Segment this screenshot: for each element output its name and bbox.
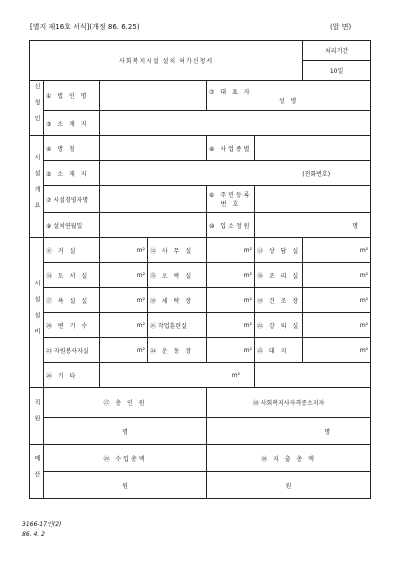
facility-location-label: ⑤ 소 재 지 — [44, 161, 100, 186]
facility-item-field[interactable] — [207, 288, 255, 313]
area-unit: m² — [243, 271, 252, 279]
area-unit: m² — [243, 246, 252, 254]
form-number: [별지 제16호 서식](개정 86. 6.25) — [30, 23, 140, 31]
area-unit: m² — [136, 296, 145, 304]
facility-item-field[interactable] — [207, 338, 255, 363]
facility-item-label: ㉒ 강 의 실 — [255, 313, 303, 338]
business-type-label: ⑧ 사업종별 — [207, 136, 255, 161]
facility-item-label: ㉕ 대 지 — [255, 338, 303, 363]
corporation-name-field[interactable] — [100, 81, 207, 111]
facility-group-label: 시설설비 — [33, 279, 40, 344]
facility-item-field[interactable] — [100, 338, 148, 363]
area-unit: m² — [243, 296, 252, 304]
representative-cell[interactable] — [207, 81, 371, 111]
total-staff-label: ㉗ 총 인 원 — [44, 388, 207, 418]
area-unit: m² — [359, 296, 369, 304]
applicant-address-field[interactable] — [100, 111, 371, 136]
facility-item-label: ㉔ 운 동 장 — [148, 338, 207, 363]
capacity-field[interactable] — [255, 213, 371, 238]
opened-date-label: ⑨ 설치연월일 — [44, 213, 100, 238]
facility-item-label: ㉓ 자원봉사자실 — [44, 338, 100, 363]
facility-location-field[interactable] — [100, 161, 371, 186]
social-worker-label: ㉘ 사회복지사자격증소지자 — [207, 388, 371, 418]
form-title: 사회복지시설 설치 허가신청서 — [30, 41, 303, 81]
capacity-unit: 명 — [352, 222, 359, 230]
rrn-label-2: 번 호 — [220, 201, 241, 208]
facility-item-label: ⑳ 변 기 수 — [44, 313, 100, 338]
applicant-address-label: ③ 소 재 지 — [44, 111, 100, 136]
facility-name-field[interactable] — [100, 136, 207, 161]
other-area-unit: m² — [231, 371, 240, 379]
area-unit: m² — [136, 321, 145, 329]
facility-item-field[interactable] — [207, 238, 255, 263]
processing-period-label: 처리기간 — [303, 41, 371, 61]
page-side-label: (앞 면) — [330, 23, 352, 31]
processing-period-value: 10일 — [303, 61, 371, 81]
facility-item-field[interactable] — [303, 263, 371, 288]
facility-item-field[interactable] — [100, 238, 148, 263]
income-total-label: ㉙ 수입총액 — [44, 445, 207, 472]
facility-item-field[interactable] — [100, 288, 148, 313]
facility-item-field[interactable] — [100, 263, 148, 288]
other-area-field[interactable] — [100, 363, 255, 388]
facility-item-field[interactable] — [207, 313, 255, 338]
area-unit: m² — [136, 346, 145, 354]
opened-date-field[interactable] — [100, 213, 207, 238]
facility-item-label: ⑪ 거 실 — [44, 238, 100, 263]
facility-name-label: ④ 명 칭 — [44, 136, 100, 161]
application-form — [29, 40, 371, 499]
other-area-label: ㉖ 기 타 — [44, 363, 100, 388]
area-unit: m² — [359, 246, 369, 254]
area-unit: m² — [359, 346, 369, 354]
facility-item-label: ⑲ 건 조 장 — [255, 288, 303, 313]
representative-label-2: 성 명 — [278, 97, 299, 105]
facility-item-label: ⑬ 상 담 실 — [255, 238, 303, 263]
phone-label: (전화번호) — [302, 170, 331, 178]
facility-item-field[interactable] — [100, 313, 148, 338]
area-unit: m² — [136, 271, 145, 279]
area-unit: m² — [136, 246, 145, 254]
representative-label: ⑦ 대 표 자 — [209, 88, 252, 96]
blank-cell — [255, 363, 371, 388]
facility-item-label: ⑭ 도 서 실 — [44, 263, 100, 288]
staff-group-label: 직원 — [33, 399, 40, 431]
budget-group-label: 예산 — [33, 454, 40, 487]
applicant-group-label: 신청인 — [33, 83, 40, 131]
capacity-label: ⑩ 입소정원 — [207, 213, 255, 238]
facility-item-label: ⑯ 조 리 실 — [255, 263, 303, 288]
facility-item-field[interactable] — [303, 238, 371, 263]
total-staff-field[interactable] — [44, 418, 207, 445]
total-staff-unit: 명 — [122, 428, 128, 436]
operator-name-label: ⑦ 시설경영자명 — [44, 186, 100, 213]
business-type-field[interactable] — [255, 136, 371, 161]
facility-item-label: ⑮ 오 락 실 — [148, 263, 207, 288]
facility-item-field[interactable] — [303, 313, 371, 338]
expense-unit: 원 — [285, 482, 292, 490]
form-date: 86. 4. 2 — [22, 531, 45, 538]
social-worker-unit: 명 — [324, 428, 331, 436]
area-unit: m² — [359, 271, 369, 279]
rrn-field[interactable] — [255, 186, 371, 213]
income-unit: 원 — [122, 482, 128, 490]
rrn-cell — [207, 186, 255, 213]
facility-item-label: ㉑ 작업훈련실 — [148, 313, 207, 338]
social-worker-field[interactable] — [207, 418, 371, 445]
corporation-name-label: ① 법 인 명 — [44, 81, 100, 111]
area-unit: m² — [243, 321, 252, 329]
facility-item-label: ⑱ 세 탁 장 — [148, 288, 207, 313]
facility-item-field[interactable] — [303, 338, 371, 363]
rrn-label: ⑥ 주민등록 — [209, 192, 252, 199]
facility-item-label: ⑰ 욕 실 실 — [44, 288, 100, 313]
expense-total-label: ㉚ 지 출 총 액 — [207, 445, 371, 472]
facility-item-field[interactable] — [207, 263, 255, 288]
overview-group-label: 시설개요 — [33, 153, 40, 218]
area-unit: m² — [243, 346, 252, 354]
facility-item-label: ⑫ 사 무 실 — [148, 238, 207, 263]
operator-name-field[interactable] — [100, 186, 207, 213]
area-unit: m² — [359, 321, 369, 329]
income-total-field[interactable] — [44, 472, 207, 499]
form-code: 3166-17인(2) — [22, 521, 62, 528]
expense-total-field[interactable] — [207, 472, 371, 499]
facility-item-field[interactable] — [303, 288, 371, 313]
